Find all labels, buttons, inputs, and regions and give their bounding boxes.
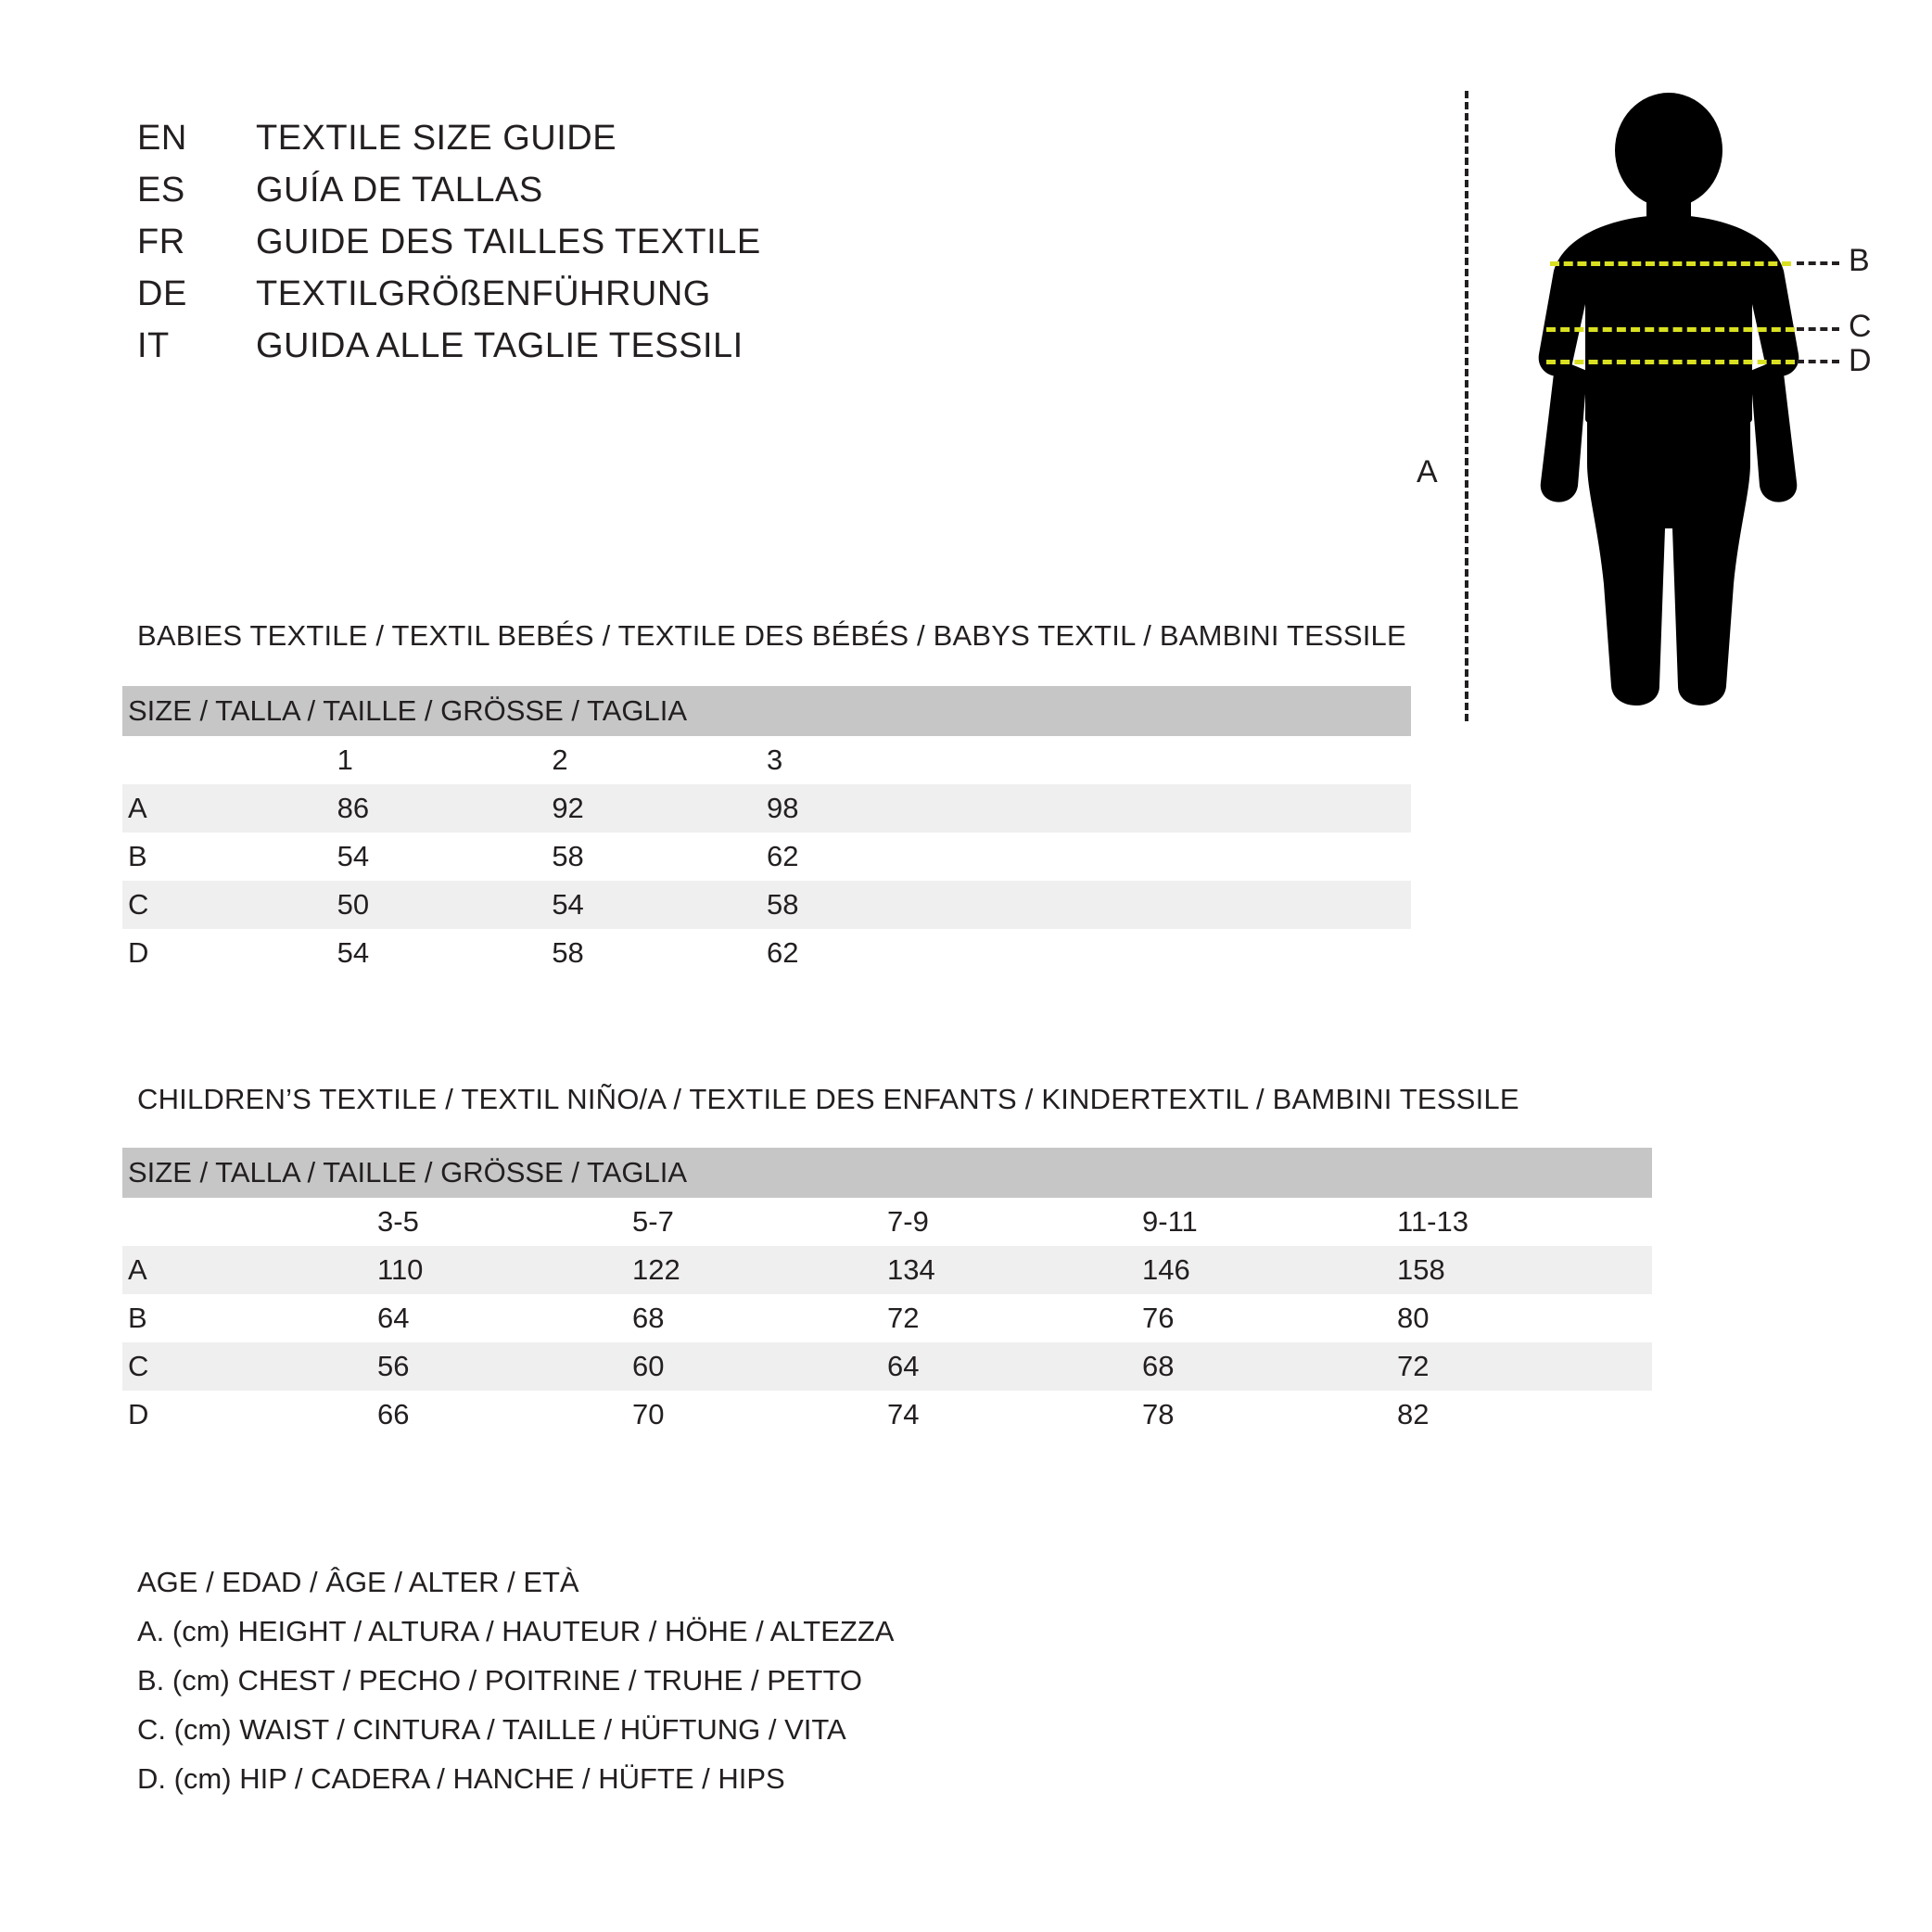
babies-col-blank-1 xyxy=(982,736,1197,784)
legend-line-height: A. (cm) HEIGHT / ALTURA / HAUTEUR / HÖHE / ALTEZZA xyxy=(137,1615,895,1647)
children-row-b-val-5: 80 xyxy=(1397,1302,1430,1334)
babies-row-d-val-3: 62 xyxy=(766,936,799,969)
children-row-d-val-2: 70 xyxy=(632,1398,665,1430)
babies-row-d-val-1: 54 xyxy=(337,936,370,969)
title-row xyxy=(137,119,972,171)
table-row xyxy=(122,881,1411,929)
title-lang-fr: FR xyxy=(137,222,185,261)
babies-row-b-blank-2 xyxy=(1196,833,1411,881)
table-row xyxy=(122,1294,1652,1342)
title-row xyxy=(137,222,972,274)
babies-row-b-label: B xyxy=(128,840,147,872)
title-text-it: GUIDA ALLE TAGLIE TESSILI xyxy=(256,326,744,365)
title-lang-de: DE xyxy=(137,274,187,313)
table-header-row xyxy=(122,686,1411,736)
children-row-a-val-4: 146 xyxy=(1142,1246,1397,1294)
children-col-3: 7-9 xyxy=(887,1205,929,1238)
children-row-c-val-5: 72 xyxy=(1397,1342,1652,1391)
babies-row-c-val-1: 50 xyxy=(337,881,553,929)
title-text-de: TEXTILGRÖßENFÜHRUNG xyxy=(256,274,711,313)
babies-row-c-val-3: 58 xyxy=(767,881,982,929)
babies-col-blank-2 xyxy=(1196,736,1411,784)
babies-row-d-blank-2 xyxy=(1196,929,1411,977)
babies-row-a-val-1: 86 xyxy=(337,784,553,833)
babies-row-c-blank-2 xyxy=(1196,881,1411,929)
children-row-a-val-3: 134 xyxy=(887,1246,1142,1294)
hip-measure-line xyxy=(1546,360,1795,364)
legend-line-waist: C. (cm) WAIST / CINTURA / TAILLE / HÜFTUNG / VITA xyxy=(137,1713,846,1746)
babies-row-a-val-3: 98 xyxy=(767,784,982,833)
title-text-es: GUÍA DE TALLAS xyxy=(256,171,543,210)
table-column-row xyxy=(122,736,1411,784)
children-row-c-val-3: 64 xyxy=(887,1342,1142,1391)
title-row xyxy=(137,326,972,378)
corner-cell xyxy=(122,736,337,784)
table-header-row xyxy=(122,1148,1652,1198)
figure-label-a: A xyxy=(1417,454,1438,489)
children-table-header: SIZE / TALLA / TAILLE / GRÖSSE / TAGLIA xyxy=(122,1148,1652,1198)
children-row-c-val-1: 56 xyxy=(377,1342,632,1391)
children-row-c-val-4: 68 xyxy=(1142,1342,1397,1391)
children-row-b-label: B xyxy=(128,1302,147,1334)
children-row-a-label: A xyxy=(122,1246,377,1294)
title-block xyxy=(137,119,972,378)
chest-leader-line xyxy=(1797,261,1839,265)
children-row-b-val-2: 68 xyxy=(632,1302,665,1334)
babies-size-table xyxy=(122,686,1411,977)
babies-row-b-blank-1 xyxy=(982,833,1197,881)
children-row-a-val-2: 122 xyxy=(632,1246,887,1294)
hip-leader-line xyxy=(1797,360,1839,363)
babies-row-a-label: A xyxy=(122,784,337,833)
figure-label-c: C xyxy=(1849,309,1872,344)
children-col-4: 9-11 xyxy=(1142,1205,1198,1238)
babies-col-2: 2 xyxy=(552,744,568,776)
children-row-d-val-3: 74 xyxy=(887,1398,920,1430)
children-row-b-val-4: 76 xyxy=(1142,1302,1175,1334)
table-row xyxy=(122,929,1411,977)
children-row-c-val-2: 60 xyxy=(632,1342,887,1391)
table-row xyxy=(122,784,1411,833)
waist-measure-line xyxy=(1546,327,1795,332)
babies-col-3: 3 xyxy=(766,744,783,776)
table-column-row xyxy=(122,1198,1652,1246)
title-lang-es: ES xyxy=(137,171,185,210)
table-row xyxy=(122,1391,1652,1439)
legend-line-age: AGE / EDAD / ÂGE / ALTER / ETÀ xyxy=(137,1566,579,1598)
figure-label-b: B xyxy=(1849,243,1870,278)
children-col-5: 11-13 xyxy=(1397,1205,1468,1238)
children-section-caption: CHILDREN’S TEXTILE / TEXTIL NIÑO/A / TEXTILE DES ENFANTS / KINDERTEXTIL / BAMBINI TESSILE xyxy=(137,1083,1519,1115)
babies-row-a-blank-2 xyxy=(1196,784,1411,833)
title-text-fr: GUIDE DES TAILLES TEXTILE xyxy=(256,222,761,261)
children-row-d-label: D xyxy=(128,1398,149,1430)
children-row-a-val-1: 110 xyxy=(377,1246,632,1294)
height-guide-line xyxy=(1465,91,1468,721)
title-text-en: TEXTILE SIZE GUIDE xyxy=(256,119,617,158)
children-row-c-label: C xyxy=(122,1342,377,1391)
title-lang-en: EN xyxy=(137,119,187,158)
corner-cell xyxy=(122,1198,377,1246)
babies-row-b-val-3: 62 xyxy=(766,840,799,872)
children-row-b-val-1: 64 xyxy=(377,1302,410,1334)
title-lang-it: IT xyxy=(137,326,170,365)
legend-line-hip: D. (cm) HIP / CADERA / HANCHE / HÜFTE / HIPS xyxy=(137,1762,785,1795)
children-row-d-val-4: 78 xyxy=(1142,1398,1175,1430)
babies-row-b-val-1: 54 xyxy=(337,840,370,872)
title-row xyxy=(137,171,972,222)
waist-leader-line xyxy=(1797,327,1839,331)
babies-row-a-val-2: 92 xyxy=(552,784,767,833)
babies-row-c-blank-1 xyxy=(982,881,1197,929)
children-col-2: 5-7 xyxy=(632,1205,674,1238)
children-row-b-val-3: 72 xyxy=(887,1302,920,1334)
babies-row-c-label: C xyxy=(122,881,337,929)
chest-measure-line xyxy=(1550,261,1791,266)
child-silhouette-icon xyxy=(1530,93,1808,732)
children-row-d-val-1: 66 xyxy=(377,1398,410,1430)
children-size-table xyxy=(122,1148,1652,1439)
children-row-a-val-5: 158 xyxy=(1397,1246,1652,1294)
babies-table-header: SIZE / TALLA / TAILLE / GRÖSSE / TAGLIA xyxy=(122,686,1411,736)
title-row xyxy=(137,274,972,326)
table-row xyxy=(122,833,1411,881)
children-col-1: 3-5 xyxy=(377,1205,419,1238)
figure-label-d: D xyxy=(1849,343,1872,378)
children-row-d-val-5: 82 xyxy=(1397,1398,1430,1430)
measurement-figure xyxy=(1409,65,1872,714)
babies-row-d-val-2: 58 xyxy=(552,936,584,969)
babies-row-b-val-2: 58 xyxy=(552,840,584,872)
legend xyxy=(137,1557,894,1803)
babies-row-a-blank-1 xyxy=(982,784,1197,833)
babies-section-caption: BABIES TEXTILE / TEXTIL BEBÉS / TEXTILE DES BÉBÉS / BABYS TEXTIL / BAMBINI TESSILE xyxy=(137,619,1406,652)
babies-row-d-blank-1 xyxy=(982,929,1197,977)
table-row xyxy=(122,1246,1652,1294)
table-row xyxy=(122,1342,1652,1391)
babies-row-c-val-2: 54 xyxy=(552,881,767,929)
legend-line-chest: B. (cm) CHEST / PECHO / POITRINE / TRUHE / PETTO xyxy=(137,1664,862,1697)
babies-col-1: 1 xyxy=(337,744,353,776)
babies-row-d-label: D xyxy=(128,936,149,969)
